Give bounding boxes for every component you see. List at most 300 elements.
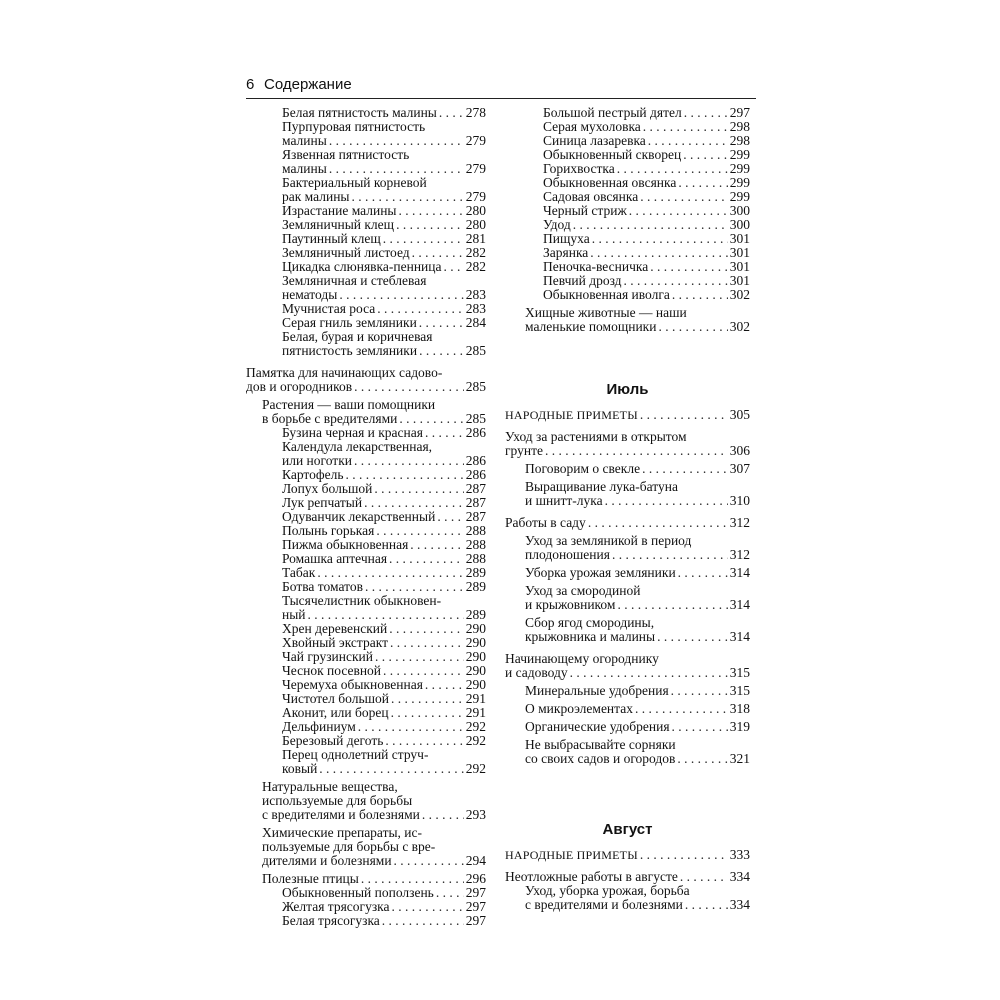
- toc-entry[interactable]: [505, 462, 750, 476]
- toc-page-number: 279: [465, 189, 486, 204]
- toc-page-number: 301: [729, 273, 750, 288]
- toc-page-number: 281: [465, 231, 486, 246]
- toc-page-number: 288: [465, 551, 486, 566]
- toc-page-number: 314: [729, 597, 750, 612]
- toc-entry-title-line: Ромашка аптечная: [282, 551, 388, 566]
- toc-entry[interactable]: [246, 204, 486, 218]
- toc-entry-title-line: Пурпуровая пятнистость: [282, 119, 426, 134]
- toc-entry[interactable]: [246, 440, 486, 468]
- toc-entry[interactable]: [505, 106, 750, 120]
- toc-page-number: 299: [729, 175, 750, 190]
- toc-page-number: 280: [465, 217, 486, 232]
- toc-entry[interactable]: [246, 636, 486, 650]
- dot-leader: [437, 510, 463, 524]
- dot-leader: [394, 854, 464, 868]
- toc-entry[interactable]: [246, 538, 486, 552]
- dot-leader: [640, 408, 728, 422]
- toc-entry-title-line: Бактериальный корневой: [282, 175, 427, 190]
- dot-leader: [389, 552, 464, 566]
- toc-entry-title-line: Язвенная пятнистость: [282, 147, 410, 162]
- dot-leader: [677, 752, 727, 766]
- toc-entry-title-line: нематоды: [282, 287, 338, 302]
- toc-page-number: 314: [729, 565, 750, 580]
- toc-entry[interactable]: [505, 684, 750, 698]
- toc-page-number: 314: [729, 629, 750, 644]
- toc-page-number: 305: [729, 407, 750, 422]
- toc-entry-title-line: Черный стриж: [543, 203, 627, 218]
- dot-leader: [590, 246, 727, 260]
- dot-leader: [617, 162, 728, 176]
- toc-entry-title-line: Натуральные вещества,: [262, 779, 398, 794]
- dot-leader: [425, 678, 464, 692]
- dot-leader: [657, 630, 728, 644]
- toc-entry[interactable]: [505, 720, 750, 734]
- toc-page-number: 297: [465, 899, 486, 914]
- dot-leader: [383, 232, 464, 246]
- toc-page-number: 312: [729, 515, 750, 530]
- toc-entry[interactable]: [246, 566, 486, 580]
- toc-page-number: 306: [729, 443, 750, 458]
- toc-page-number: 302: [729, 287, 750, 302]
- dot-leader: [640, 848, 728, 862]
- dot-leader: [317, 566, 463, 580]
- dot-leader: [612, 548, 728, 562]
- toc-entry-title-line: Дельфиниум: [282, 719, 356, 734]
- toc-entry-title-line: Уход за земляникой в период: [525, 533, 692, 548]
- toc-entry-title-line: Выращивание лука-батуна: [525, 479, 678, 494]
- toc-page-number: 286: [465, 453, 486, 468]
- toc-page-number: 279: [465, 161, 486, 176]
- toc-entry[interactable]: [505, 534, 750, 562]
- toc-entry-title-line: и крыжовником: [525, 597, 616, 612]
- dot-leader: [375, 650, 464, 664]
- toc-entry-title-line: Серая мухоловка: [543, 119, 641, 134]
- dot-leader: [390, 636, 464, 650]
- toc-entry-title-line: пользуемые для борьбы с вре-: [262, 839, 436, 854]
- toc-entry-title-line: Полынь горькая: [282, 523, 375, 538]
- toc-page-number: 299: [729, 189, 750, 204]
- toc-page-number: 300: [729, 217, 750, 232]
- toc-entry-title-line: Чеснок посевной: [282, 663, 382, 678]
- toc-entry[interactable]: [505, 148, 750, 162]
- toc-page-number: 296: [465, 871, 486, 886]
- toc-page-number: 302: [729, 319, 750, 334]
- toc-page-number: 297: [465, 913, 486, 928]
- toc-page-number: 287: [465, 509, 486, 524]
- toc-page-number: 321: [729, 751, 750, 766]
- toc-entry-title-line: Табак: [282, 565, 316, 580]
- toc-entry-title-line: НАРОДНЫЕ ПРИМЕТЫ: [505, 408, 638, 422]
- toc-entry-title-line: Органические удобрения: [525, 719, 670, 734]
- toc-entry[interactable]: [505, 884, 750, 912]
- toc-entry[interactable]: [505, 616, 750, 644]
- dot-leader: [570, 666, 728, 680]
- toc-page-number: 333: [729, 847, 750, 862]
- dot-leader: [376, 524, 463, 538]
- toc-page-number: 291: [465, 691, 486, 706]
- dot-leader: [319, 762, 463, 776]
- toc-entry-title-line: Бузина черная и красная: [282, 425, 423, 440]
- toc-entry[interactable]: [505, 480, 750, 508]
- toc-entry[interactable]: [505, 274, 750, 288]
- dot-leader: [392, 900, 464, 914]
- toc-entry[interactable]: [246, 594, 486, 622]
- toc-page-number: 312: [729, 547, 750, 562]
- toc-entry-title-line: дов и огородников: [246, 379, 353, 394]
- toc-entry-title-line: Израстание малины: [282, 203, 397, 218]
- toc-entry[interactable]: [246, 678, 486, 692]
- toc-entry-title-line: Белая трясогузка: [282, 913, 380, 928]
- toc-entry[interactable]: [505, 566, 750, 580]
- toc-entry-title-line: Тысячелистник обыкновен-: [282, 593, 442, 608]
- toc-entry-title-line: Чистотел большой: [282, 691, 389, 706]
- dot-leader: [329, 162, 464, 176]
- toc-entry-title-line: со своих садов и огородов: [525, 751, 676, 766]
- toc-entry[interactable]: [505, 408, 750, 422]
- toc-page-number: 288: [465, 537, 486, 552]
- toc-entry-title-line: Уход за растениями в открытом: [505, 429, 687, 444]
- dot-leader: [624, 274, 728, 288]
- toc-entry-title-line: Пеночка-весничка: [543, 259, 649, 274]
- dot-leader: [419, 316, 464, 330]
- toc-entry[interactable]: [246, 426, 486, 440]
- toc-entry[interactable]: [246, 706, 486, 720]
- toc-entry[interactable]: [505, 848, 750, 862]
- toc-entry-title-line: Земляничный клещ: [282, 217, 395, 232]
- toc-page-number: 288: [465, 523, 486, 538]
- toc-entry[interactable]: [246, 468, 486, 482]
- toc-entry-title-line: Чай грузинский: [282, 649, 374, 664]
- toc-entry-title-line: Ботва томатов: [282, 579, 363, 594]
- toc-entry-title-line: используемые для борьбы: [262, 793, 413, 808]
- toc-entry-title-line: Не выбрасывайте сорняки: [525, 737, 676, 752]
- toc-entry-title-line: Лук репчатый: [282, 495, 363, 510]
- dot-leader: [396, 218, 464, 232]
- toc-entry[interactable]: [505, 204, 750, 218]
- toc-entry[interactable]: [505, 120, 750, 134]
- toc-entry-title-line: Паутинный клещ: [282, 231, 381, 246]
- toc-entry-title-line: дителями и болезнями: [262, 853, 392, 868]
- toc-entry[interactable]: [505, 176, 750, 190]
- toc-entry-title-line: Серая гниль земляники: [282, 315, 417, 330]
- toc-entry[interactable]: [246, 524, 486, 538]
- toc-entry[interactable]: [246, 552, 486, 566]
- toc-entry[interactable]: [246, 914, 486, 928]
- toc-page-number: 301: [729, 245, 750, 260]
- toc-page-number: 285: [465, 379, 486, 394]
- dot-leader: [680, 870, 728, 884]
- toc-page-number: 307: [729, 461, 750, 476]
- toc-entry-title-line: Хрен деревенский: [282, 621, 388, 636]
- dot-leader: [436, 886, 464, 900]
- section-heading: Август: [602, 821, 653, 838]
- toc-entry[interactable]: [246, 176, 486, 204]
- dot-leader: [592, 232, 728, 246]
- toc-entry-title-line: Синица лазаревка: [543, 133, 646, 148]
- toc-entry-title-line: Белая, бурая и коричневая: [282, 329, 433, 344]
- toc-entry-title-line: Поговорим о свекле: [525, 461, 641, 476]
- toc-page-number: 297: [729, 105, 750, 120]
- toc-page-number: 287: [465, 495, 486, 510]
- toc-page-number: 301: [729, 231, 750, 246]
- toc-right-column: [505, 106, 750, 912]
- toc-entry[interactable]: [246, 106, 486, 120]
- toc-entry-title-line: Уход за смородиной: [525, 583, 641, 598]
- dot-leader: [685, 898, 728, 912]
- toc-entry[interactable]: [505, 306, 750, 334]
- toc-entry-title-line: Картофель: [282, 467, 344, 482]
- toc-page-number: 319: [729, 719, 750, 734]
- toc-entry-title-line: Удод: [543, 217, 571, 232]
- dot-leader: [346, 468, 464, 482]
- toc-entry-title-line: Хищные животные — наши: [525, 305, 687, 320]
- toc-entry[interactable]: [246, 366, 486, 394]
- toc-entry-title-line: Растения — ваши помощники: [262, 397, 436, 412]
- toc-entry-title-line: Уборка урожая земляники: [525, 565, 676, 580]
- dot-leader: [545, 444, 728, 458]
- dot-leader: [412, 246, 464, 260]
- toc-page-number: 290: [465, 621, 486, 636]
- toc-entry-title-line: с вредителями и болезнями: [262, 807, 420, 822]
- toc-entry[interactable]: [505, 870, 750, 884]
- toc-entry[interactable]: [246, 398, 486, 426]
- dot-leader: [329, 134, 464, 148]
- toc-page-number: 315: [729, 665, 750, 680]
- toc-page-number: 285: [465, 411, 486, 426]
- dot-leader: [410, 538, 463, 552]
- toc-entry-title-line: и шнитт-лука: [525, 493, 603, 508]
- toc-entry[interactable]: [246, 664, 486, 678]
- toc-entry-title-line: в борьбе с вредителями: [262, 411, 398, 426]
- toc-entry[interactable]: [246, 622, 486, 636]
- toc-entry-title-line: рак малины: [282, 189, 350, 204]
- toc-page-number: 299: [729, 147, 750, 162]
- dot-leader: [671, 684, 728, 698]
- toc-page-number: 283: [465, 287, 486, 302]
- toc-entry-title-line: Обыкновенная овсянка: [543, 175, 677, 190]
- dot-leader: [425, 426, 464, 440]
- toc-entry-title-line: малины: [282, 133, 327, 148]
- toc-page-number: 292: [465, 733, 486, 748]
- toc-page-number: 289: [465, 607, 486, 622]
- toc-page-number: 284: [465, 315, 486, 330]
- dot-leader: [605, 494, 728, 508]
- toc-entry[interactable]: [246, 780, 486, 822]
- toc-entry[interactable]: [246, 260, 486, 274]
- toc-entry-title-line: Большой пестрый дятел: [543, 105, 682, 120]
- toc-entry[interactable]: [246, 734, 486, 748]
- toc-entry-title-line: Земляничный листоед: [282, 245, 410, 260]
- dot-leader: [339, 288, 463, 302]
- toc-entry-title-line: Неотложные работы в августе: [505, 869, 678, 884]
- page-number: 6: [246, 76, 255, 93]
- toc-entry-title-line: Белая пятнистость малины: [282, 105, 437, 120]
- dot-leader: [385, 734, 463, 748]
- toc-entry[interactable]: [246, 120, 486, 148]
- dot-leader: [678, 176, 727, 190]
- dot-leader: [648, 134, 728, 148]
- dot-leader: [422, 808, 464, 822]
- dot-leader: [391, 706, 464, 720]
- toc-entry[interactable]: [505, 246, 750, 260]
- dot-leader: [352, 190, 464, 204]
- toc-entry[interactable]: [246, 218, 486, 232]
- toc-entry-title-line: Аконит, или борец: [282, 705, 389, 720]
- dot-leader: [678, 566, 728, 580]
- toc-page-number: 286: [465, 467, 486, 482]
- toc-left-column: [246, 106, 486, 928]
- toc-entry[interactable]: [246, 232, 486, 246]
- toc-entry[interactable]: [246, 496, 486, 510]
- toc-entry[interactable]: [246, 148, 486, 176]
- toc-entry-title-line: Хвойный экстракт: [282, 635, 388, 650]
- toc-entry[interactable]: [505, 516, 750, 530]
- toc-entry-title-line: Мучнистая роса: [282, 301, 376, 316]
- toc-entry[interactable]: [246, 872, 486, 886]
- toc-entry-title-line: Обыкновенная иволга: [543, 287, 670, 302]
- toc-entry[interactable]: [246, 316, 486, 330]
- toc-entry[interactable]: [246, 330, 486, 358]
- toc-entry-title-line: Земляничная и стеблевая: [282, 273, 427, 288]
- toc-entry-title-line: Цикадка слюнявка-пенница: [282, 259, 442, 274]
- dot-leader: [658, 320, 727, 334]
- toc-entry[interactable]: [246, 720, 486, 734]
- toc-entry-title-line: малины: [282, 161, 327, 176]
- dot-leader: [672, 720, 728, 734]
- toc-entry[interactable]: [505, 430, 750, 458]
- toc-page-number: 286: [465, 425, 486, 440]
- toc-entry-title-line: ный: [282, 607, 306, 622]
- toc-entry[interactable]: [505, 232, 750, 246]
- toc-entry-title-line: Химические препараты, ис-: [262, 825, 423, 840]
- toc-entry[interactable]: [505, 260, 750, 274]
- toc-entry-title-line: Начинающему огороднику: [505, 651, 659, 666]
- toc-entry[interactable]: [505, 162, 750, 176]
- toc-entry[interactable]: [246, 748, 486, 776]
- toc-entry-title-line: О микроэлементах: [525, 701, 633, 716]
- toc-entry-title-line: Полезные птицы: [262, 871, 359, 886]
- dot-leader: [399, 204, 464, 218]
- toc-page-number: 292: [465, 719, 486, 734]
- toc-entry-title-line: маленькие помощники: [525, 319, 657, 334]
- toc-page-number: 298: [729, 133, 750, 148]
- toc-page-number: 299: [729, 161, 750, 176]
- toc-entry-title-line: Березовый деготь: [282, 733, 384, 748]
- toc-entry[interactable]: [246, 580, 486, 594]
- toc-entry-title-line: Сбор ягод смородины,: [525, 615, 655, 630]
- toc-page-number: 318: [729, 701, 750, 716]
- toc-entry[interactable]: [246, 886, 486, 900]
- toc-page-number: 282: [465, 245, 486, 260]
- toc-entry-title-line: Пищуха: [543, 231, 590, 246]
- dot-leader: [617, 598, 727, 612]
- toc-page-number: 285: [465, 343, 486, 358]
- dot-leader: [354, 454, 464, 468]
- toc-entry-title-line: Работы в саду: [505, 515, 586, 530]
- toc-page-number: 290: [465, 663, 486, 678]
- toc-page-number: 292: [465, 761, 486, 776]
- dot-leader: [643, 120, 728, 134]
- toc-entry[interactable]: [505, 134, 750, 148]
- toc-entry[interactable]: [246, 692, 486, 706]
- toc-entry-title-line: Садовая овсянка: [543, 189, 639, 204]
- dot-leader: [683, 148, 728, 162]
- toc-entry-title-line: и садоводу: [505, 665, 568, 680]
- toc-page-number: 290: [465, 677, 486, 692]
- dot-leader: [383, 664, 464, 678]
- dot-leader: [391, 692, 464, 706]
- toc-entry-title-line: Памятка для начинающих садово-: [246, 365, 443, 380]
- dot-leader: [419, 344, 464, 358]
- toc-entry-title-line: Лопух большой: [282, 481, 373, 496]
- toc-entry-title-line: крыжовника и малины: [525, 629, 656, 644]
- toc-page-number: 301: [729, 259, 750, 274]
- toc-entry[interactable]: [246, 482, 486, 496]
- toc-entry-title-line: Минеральные удобрения: [525, 683, 669, 698]
- toc-entry-title-line: Желтая трясогузка: [282, 899, 390, 914]
- toc-page-number: 315: [729, 683, 750, 698]
- toc-page-number: 291: [465, 705, 486, 720]
- toc-entry-title-line: Обыкновенный поползень: [282, 885, 434, 900]
- dot-leader: [642, 462, 728, 476]
- toc-entry-title-line: Обыкновенный скворец: [543, 147, 682, 162]
- toc-page-number: 293: [465, 807, 486, 822]
- toc-entry[interactable]: [505, 702, 750, 716]
- toc-entry[interactable]: [505, 584, 750, 612]
- toc-entry[interactable]: [246, 302, 486, 316]
- dot-leader: [377, 302, 463, 316]
- toc-page-number: 290: [465, 649, 486, 664]
- toc-entry[interactable]: [246, 510, 486, 524]
- toc-page-number: 282: [465, 259, 486, 274]
- dot-leader: [635, 702, 728, 716]
- dot-leader: [629, 204, 728, 218]
- dot-leader: [650, 260, 728, 274]
- toc-entry[interactable]: [246, 246, 486, 260]
- dot-leader: [364, 496, 464, 510]
- toc-page-number: 287: [465, 481, 486, 496]
- toc-entry[interactable]: [505, 288, 750, 302]
- running-head: [246, 76, 756, 99]
- toc-entry[interactable]: [505, 190, 750, 204]
- toc-entry[interactable]: [246, 826, 486, 868]
- toc-entry[interactable]: [246, 274, 486, 302]
- toc-entry[interactable]: [505, 652, 750, 680]
- toc-entry[interactable]: [246, 900, 486, 914]
- dot-leader: [672, 288, 728, 302]
- toc-entry-title-line: Зарянка: [543, 245, 589, 260]
- toc-page-number: 297: [465, 885, 486, 900]
- dot-leader: [640, 190, 728, 204]
- toc-entry-title-line: Пижма обыкновенная: [282, 537, 409, 552]
- toc-entry-title-line: Уход, уборка урожая, борьба: [525, 883, 690, 898]
- dot-leader: [354, 380, 464, 394]
- dot-leader: [439, 106, 464, 120]
- toc-entry-title-line: Перец однолетний струч-: [282, 747, 429, 762]
- toc-entry[interactable]: [505, 218, 750, 232]
- toc-entry-title-line: грунте: [505, 443, 543, 458]
- toc-entry-title-line: или ноготки: [282, 453, 352, 468]
- dot-leader: [361, 872, 464, 886]
- toc-entry-title-line: НАРОДНЫЕ ПРИМЕТЫ: [505, 848, 638, 862]
- toc-page-number: 289: [465, 565, 486, 580]
- dot-leader: [684, 106, 728, 120]
- dot-leader: [308, 608, 464, 622]
- toc-entry[interactable]: [246, 650, 486, 664]
- toc-page-number: 300: [729, 203, 750, 218]
- toc-entry[interactable]: [505, 738, 750, 766]
- dot-leader: [573, 218, 728, 232]
